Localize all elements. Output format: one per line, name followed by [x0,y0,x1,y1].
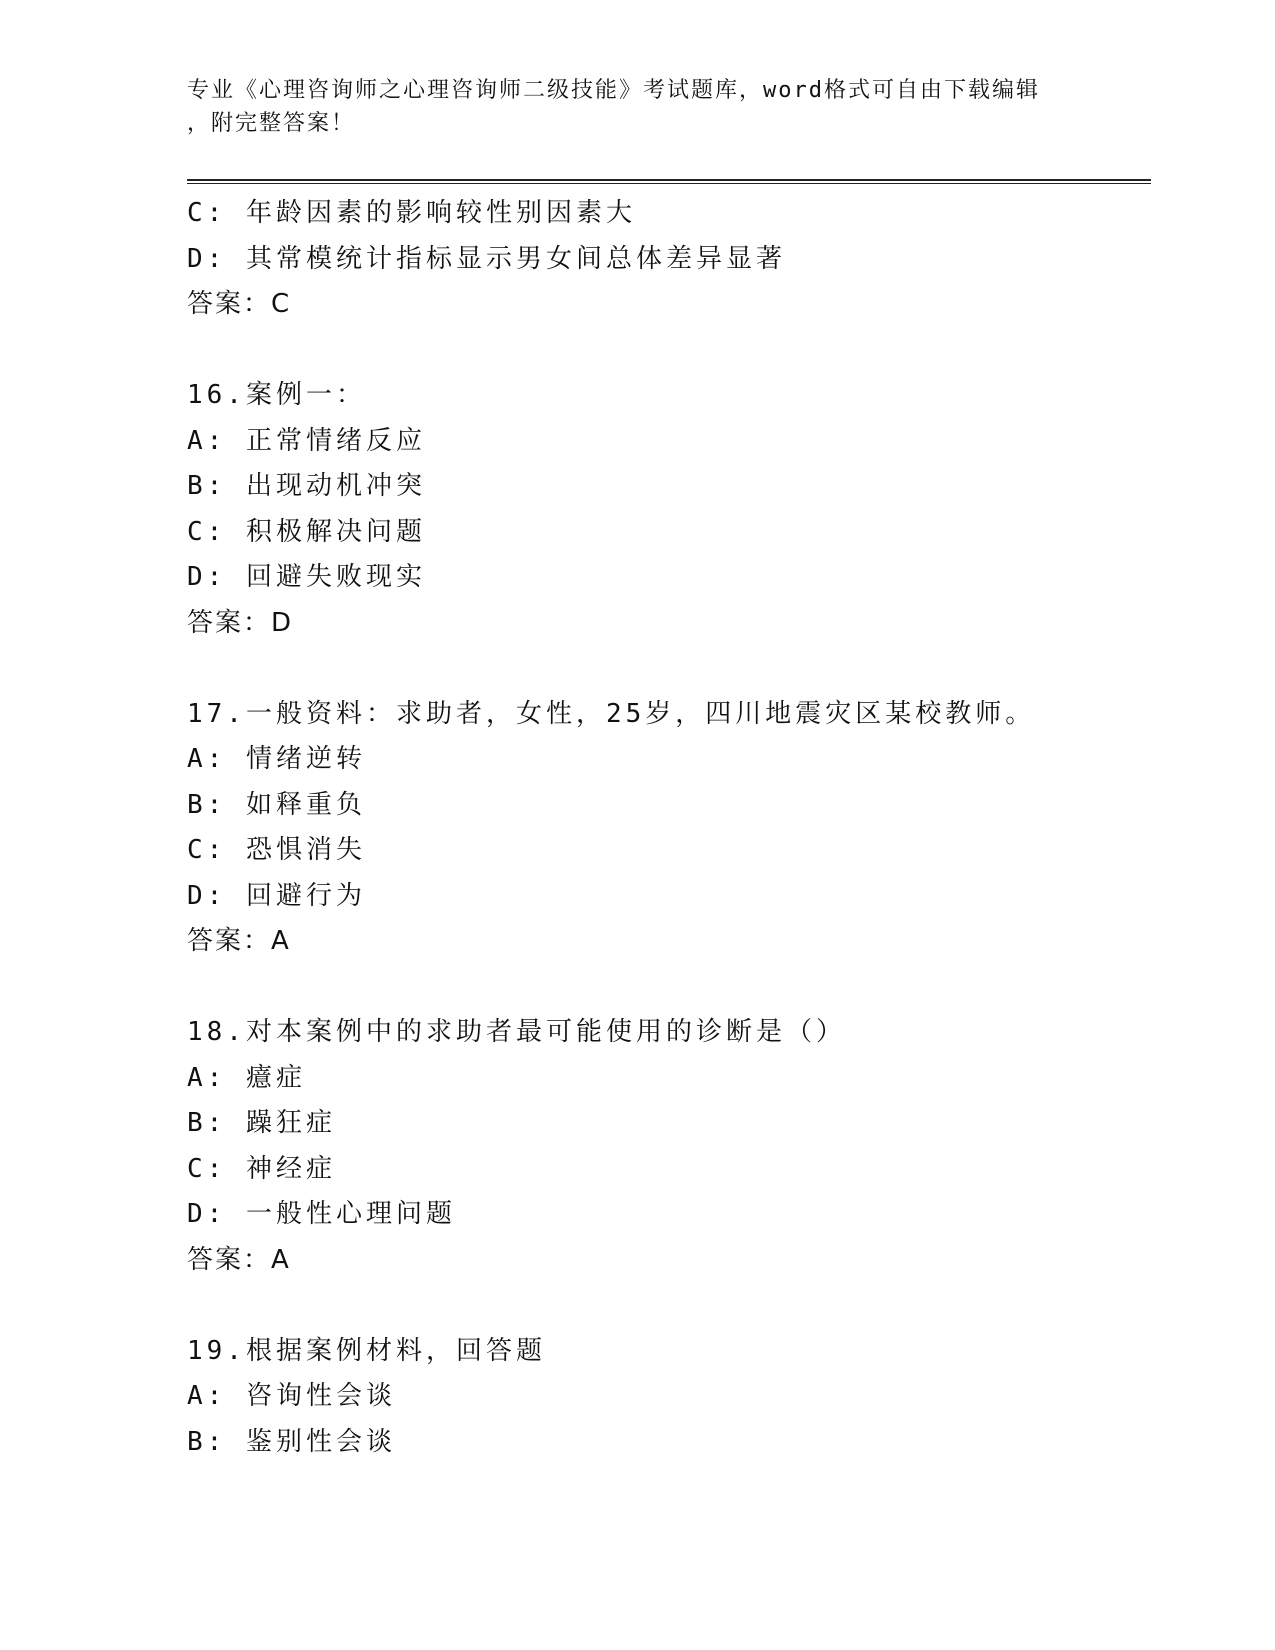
header-line-2: ，附完整答案！ [187,111,356,136]
question-16-stem: 16.案例一： [187,380,366,410]
option-d: D: 其常模统计指标显示男女间总体差异显著 [187,243,786,274]
question-18-stem: 18.对本案例中的求助者最可能使用的诊断是（） [187,1017,846,1047]
header-divider [187,179,1151,186]
option-b: B: 如释重负 [187,789,366,820]
answer-line: 答案：A [187,926,291,956]
divider-thin-line [187,183,1151,184]
document-header [187,74,1067,140]
answer-line: 答案：A [187,1244,291,1275]
answer-line: 答案：D [187,607,294,638]
option-c: C: 年龄因素的影响较性别因素大 [187,198,636,228]
header-line-1: 专业《心理咨询师之心理咨询师二级技能》考试题库，word格式可自由下载编辑 [187,78,1040,103]
spacer [187,646,1147,692]
option-d: D: 回避失败现实 [187,562,426,592]
answer-line: 答案：C [187,289,292,319]
divider-thick-line [187,179,1151,181]
spacer [187,328,1147,374]
option-a: A: 正常情绪反应 [187,425,426,456]
question-17-stem: 17.一般资料：求助者，女性，25岁，四川地震灾区某校教师。 [187,698,1036,729]
option-d: D: 一般性心理问题 [187,1199,456,1229]
option-b: B: 躁狂症 [187,1108,336,1138]
option-a: A: 癔症 [187,1062,306,1093]
option-d: D: 回避行为 [187,880,366,911]
option-c: C: 恐惧消失 [187,835,366,865]
option-b: B: 出现动机冲突 [187,471,426,501]
option-c: C: 积极解决问题 [187,516,426,547]
question-19-stem: 19.根据案例材料，回答题 [187,1335,546,1366]
option-a: A: 咨询性会谈 [187,1381,396,1411]
option-b: B: 鉴别性会谈 [187,1426,396,1457]
question-list [187,191,1147,1465]
spacer [187,965,1147,1011]
option-a: A: 情绪逆转 [187,744,366,774]
option-c: C: 神经症 [187,1153,336,1184]
spacer [187,1283,1147,1329]
